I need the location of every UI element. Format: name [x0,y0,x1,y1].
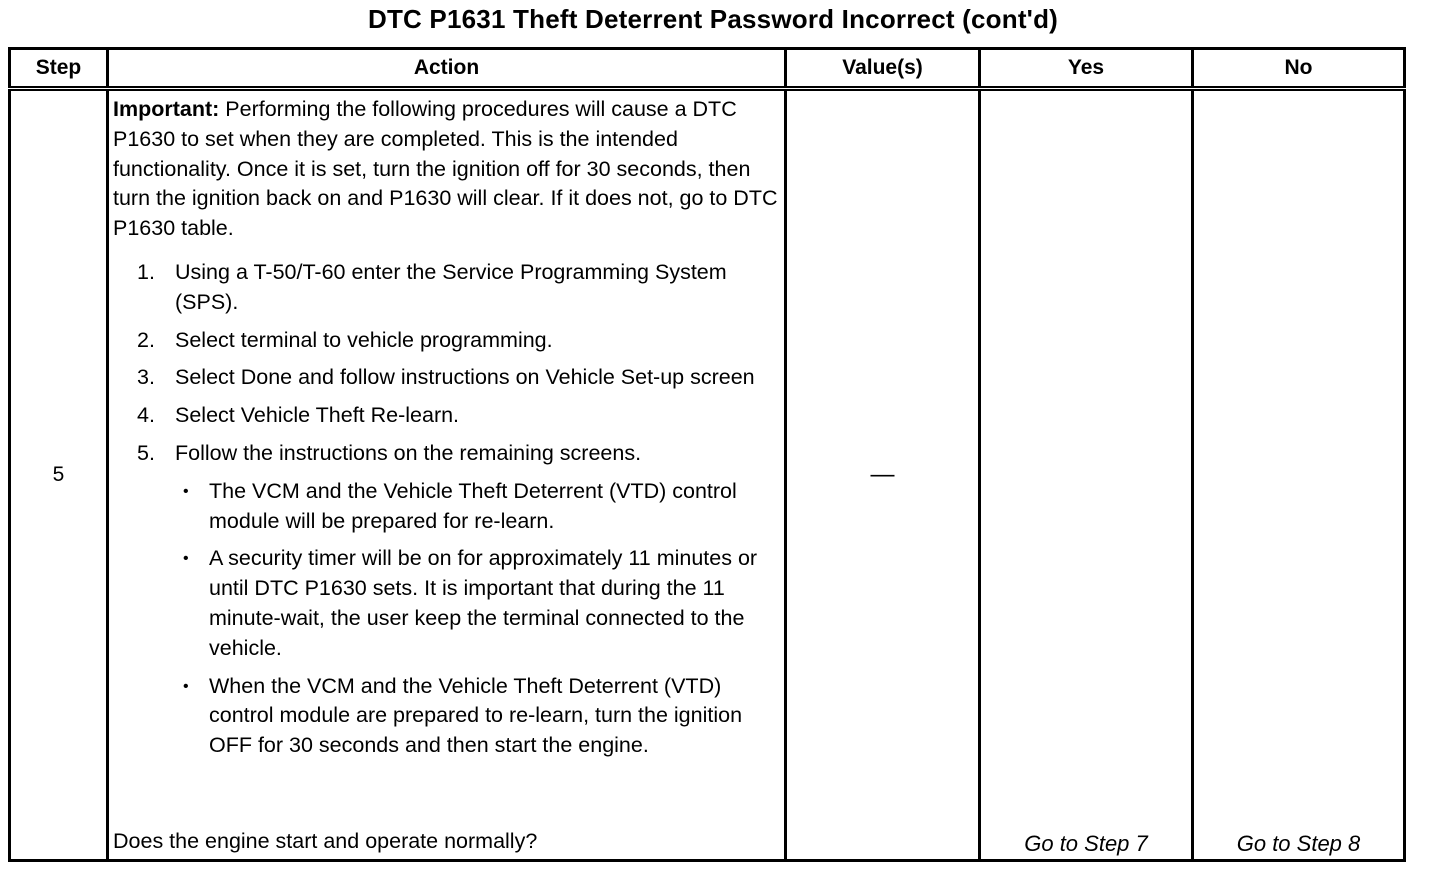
step-number: 5 [10,89,108,861]
page-title: DTC P1631 Theft Deterrent Password Incorrect (cont'd) [367,4,1059,34]
important-note [113,95,780,244]
bullet-text: When the VCM and the Vehicle Theft Deterrent (VTD) control module are prepared to re-learn, turn the ignition OFF for 30 seconds and then start the engine. [209,673,743,758]
step-text: Select Done and follow instructions on Vehicle Set-up screen [175,365,755,390]
step-text: Select terminal to vehicle programming. [175,327,553,352]
step-text: Using a T-50/T-60 enter the Service Programming System (SPS). [175,259,727,314]
bullet-text: The VCM and the Vehicle Theft Deterrent (VTD) control module will be prepared for re-learn. [209,478,737,533]
procedure-step [113,439,780,761]
bullet-icon: • [183,677,189,695]
bullet-icon: • [183,550,189,568]
sub-bullets [175,477,780,761]
action-question: Does the engine start and operate normally? [113,829,538,854]
header-step: Step [10,49,108,89]
bullet-item [175,544,760,663]
dtc-table [8,47,1406,862]
header-values: Value(s) [786,49,980,89]
bullet-item [175,672,760,761]
header-action: Action [108,49,786,89]
table-row [10,89,1405,861]
no-cell: Go to Step 8 [1193,89,1405,861]
value-cell [786,89,980,861]
procedure-step [113,401,780,431]
value-dash: — [870,461,895,488]
header-no: No [1193,49,1405,89]
procedure-steps [113,258,780,761]
header-row [10,49,1405,89]
procedure-step [113,258,780,318]
step-index: 5. [137,440,155,465]
important-label: Important: [113,97,220,121]
action-cell [108,89,786,861]
bullet-item [175,477,760,537]
bullet-icon: • [183,482,189,500]
header-yes: Yes [980,49,1193,89]
procedure-step [113,326,780,356]
step-index: 2. [137,327,155,352]
yes-cell: Go to Step 7 [980,89,1193,861]
step-text: Select Vehicle Theft Re-learn. [175,403,460,428]
step-index: 1. [137,259,155,284]
bullet-text: A security timer will be on for approximately 11 minutes or until DTC P1630 sets. It is important that during the 11 minute-wait, the user keep the terminal connected to the vehicle. [209,546,758,660]
important-text: Performing the following procedures will cause a DTC P1630 to set when they are completed. This is the intended functionality. Once it is set, turn the ignition off for 30 seconds, then turn the ignition back on and P1630 will clear. If it does not, go to DTC P1630 table. [113,97,778,241]
step-index: 4. [137,403,155,428]
step-text: Follow the instructions on the remaining screens. [175,440,642,465]
step-index: 3. [137,365,155,390]
procedure-step [113,363,780,393]
